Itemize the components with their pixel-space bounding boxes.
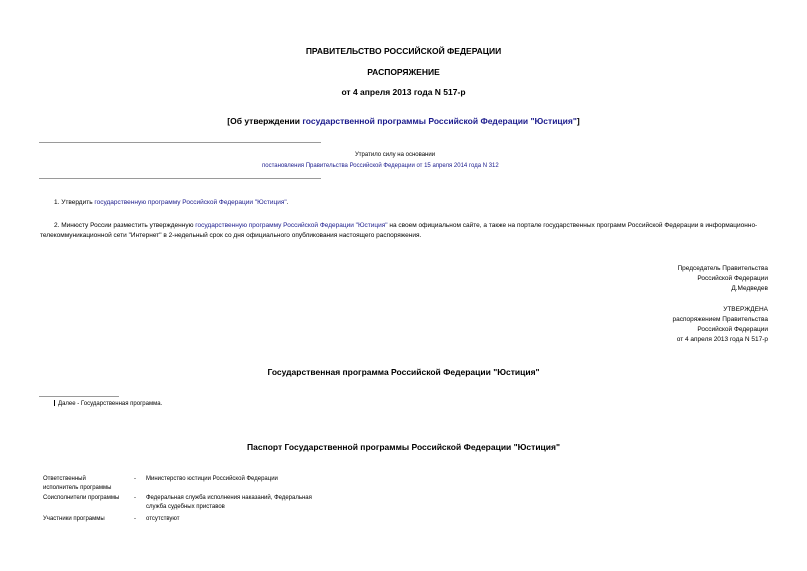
passport-title: Паспорт Государственной программы Российской Федерации "Юстиция" <box>247 442 560 452</box>
document-title <box>0 116 807 126</box>
passport-dash: - <box>134 516 136 522</box>
government-heading: ПРАВИТЕЛЬСТВО РОССИЙСКОЙ ФЕДЕРАЦИИ <box>305 46 502 56</box>
passport-row-coexecutors <box>0 494 807 514</box>
p1-prefix: 1. Утвердить <box>54 199 95 206</box>
signature-position: Председатель Правительства <box>677 265 768 272</box>
signature-country: Российской Федерации <box>697 275 768 282</box>
p1-suffix: . <box>286 199 289 206</box>
passport-label: Ответственный исполнитель программы <box>43 476 112 491</box>
approval-line-2: распоряжением Правительства <box>672 316 768 323</box>
passport-value: отсутствуют <box>146 516 180 522</box>
status-bottom-rule <box>39 178 321 179</box>
signature-block <box>677 264 768 294</box>
passport-dash: - <box>134 495 136 501</box>
passport-row-participants <box>0 515 807 527</box>
program-title: Государственная программа Российской Федерации "Юстиция" <box>267 367 540 377</box>
approval-block <box>673 305 768 345</box>
approval-heading: УТВЕРЖДЕНА <box>723 306 768 313</box>
paragraph-1 <box>40 198 769 208</box>
title-program-link[interactable]: государственной программы Российской Федерации "Юстиция" <box>302 116 577 126</box>
passport-value: Федеральная служба исполнения наказаний, Федеральная служба судебных приставов <box>146 495 312 510</box>
title-prefix: [Об утверждении <box>227 116 303 126</box>
footnote <box>54 400 162 407</box>
footnote-text: Далее - Государственная программа. <box>58 401 163 407</box>
p2-suffix: на своем официальном сайте, а также на портале государственных программ Российской Федерации в информационно-телекоммуникационной сети "Интернет" в 2-недельный срок со дня официального опубликования настоящего распоряжения. <box>40 222 758 239</box>
status-note-text: Утратило силу на основании <box>355 152 436 158</box>
footnote-rule <box>39 396 119 397</box>
passport-label: Соисполнители программы <box>43 495 120 501</box>
document-type: РАСПОРЯЖЕНИЕ <box>367 67 440 77</box>
title-suffix: ] <box>576 116 580 126</box>
p2-program-link[interactable]: государственную программу Российской Федерации "Юстиция" <box>195 222 388 229</box>
status-top-rule <box>39 142 321 143</box>
p2-prefix: 2. Минюсту России разместить утвержденную <box>54 222 196 229</box>
approval-date-number: от 4 апреля 2013 года N 517-р <box>676 336 768 343</box>
approval-line-3: Российской Федерации <box>697 326 768 333</box>
signature-name: Д.Медведев <box>731 285 768 292</box>
footnote-marker <box>54 400 55 406</box>
document-date-number: от 4 апреля 2013 года N 517-р <box>341 87 466 97</box>
passport-row-responsible <box>0 475 807 495</box>
p1-program-link[interactable]: государственную программу Российской Федерации "Юстиция" <box>94 199 287 206</box>
status-note-link[interactable]: постановления Правительства Российской Федерации от 15 апреля 2014 года N 312 <box>262 163 499 169</box>
passport-dash: - <box>134 476 136 482</box>
passport-label: Участники программы <box>43 516 105 522</box>
paragraph-2 <box>40 221 769 241</box>
passport-value: Министерство юстиции Российской Федерации <box>146 476 278 482</box>
